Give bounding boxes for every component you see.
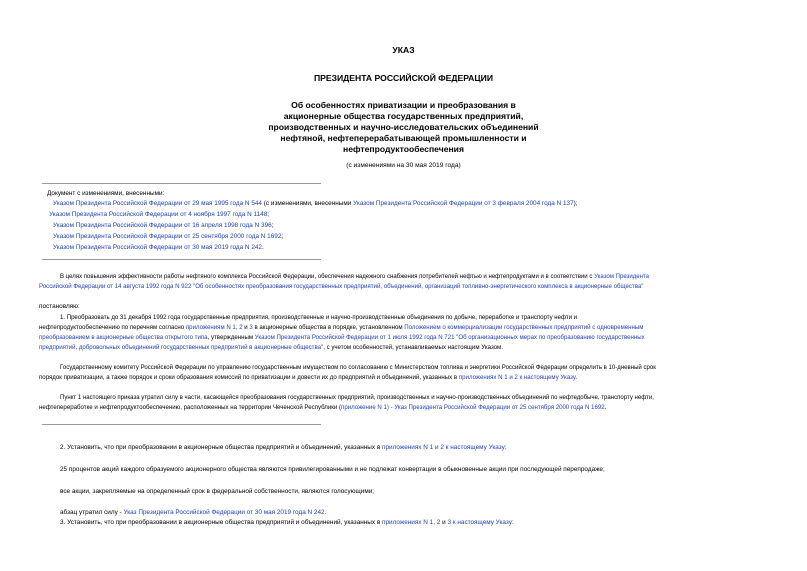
amendment-text: ; xyxy=(267,211,270,218)
decree-721-link[interactable]: Указом Президента Российской Федерации от 1 июля 1992 года N 721 "Об организационных мерах по преобразованию государственных xyxy=(254,334,645,341)
subject-line-1: Об особенностях приватизации и преобразования в xyxy=(291,100,516,110)
p2-text: : xyxy=(504,444,507,451)
committee-text: порядок приватизации, а также порядок и сроки образования комиссий по приватизации и довести их до предприятий и объединений, указанных в xyxy=(39,374,459,381)
amendment-item-1 xyxy=(53,200,578,208)
amendment-link-1[interactable]: Указом Президента Российской Федерации от 29 мая 1995 года N 544 xyxy=(53,200,262,207)
decree-721-link-cont[interactable]: предприятий, добровольных объединений государственных предприятий в акционерные общества" xyxy=(39,344,324,351)
p1-text: и xyxy=(242,324,250,331)
p2-void-text: . xyxy=(324,509,327,516)
amendment-text: ; xyxy=(271,222,274,229)
regulation-link-cont[interactable]: преобразованием в акционерные общества открытого типа xyxy=(39,334,208,341)
p3-text: и xyxy=(440,519,448,526)
preamble-link[interactable]: Указом Президента xyxy=(594,274,649,280)
divider-bottom xyxy=(42,259,321,260)
amendment-link-2[interactable]: Указом Президента Российской Федерации от 4 ноября 1997 года N 1148 xyxy=(49,211,268,218)
p1-text: , утвержденным xyxy=(207,334,255,341)
subject-line-3: производственных и научно-исследовательских объединений xyxy=(268,122,539,132)
p3-line xyxy=(60,519,514,527)
p1-line-4 xyxy=(39,344,503,352)
decree-242-link[interactable]: Указ Президента Российской Федерации от 30 мая 2019 года N 242 xyxy=(123,509,325,516)
decree-1692-link[interactable]: приложение N 1) - Указ Президента Российской Федерации от 25 сентября 2000 года N 1692 xyxy=(341,404,605,411)
preamble-text: В целях повышения эффективности работы нефтяного комплекса Российской Федерации, обеспечения надежного снабжения потребителей нефтью и нефтепродуктами и в соответствии с xyxy=(60,274,595,280)
void-text: . xyxy=(604,404,607,411)
amendment-link-5[interactable]: Указом Президента Российской Федерации от 30 мая 2019 года N 242 xyxy=(53,244,262,251)
subject-line-2: акционерные общества государственных предприятий, xyxy=(283,111,524,121)
void-note-line-1: Пункт 1 настоящего приказа утратил силу в части, касающейся преобразования государственных предприятий, производственных и научно-производственных объединений по нефтедобыче, транспорту нефти, xyxy=(60,395,654,401)
amendment-item-2 xyxy=(49,211,269,219)
amendment-text: . xyxy=(262,244,264,251)
annex-1-2-ref-link[interactable]: приложениях N 1 и 2 к настоящему Указу xyxy=(458,374,576,381)
p2-shares: 25 процентов акций каждого образуемого акционерного общества являются привилегированными и не подлежат конвертации в обыкновенные акции при последующей перепродаже; xyxy=(60,466,605,473)
amendment-text: ); xyxy=(573,200,578,207)
amendment-link-3[interactable]: Указом Президента Российской Федерации от 16 апреля 1998 года N 396 xyxy=(53,222,272,229)
amendment-note: (с изменениями на 30 мая 2019 года) xyxy=(346,162,461,169)
divider-top xyxy=(42,183,321,184)
p2-void-line xyxy=(60,509,326,517)
amendment-item-3 xyxy=(53,222,273,230)
amendment-link-4[interactable]: Указом Президента Российской Федерации от 25 сентября 2000 года N 1692 xyxy=(53,233,282,240)
amendment-link-1b[interactable]: Указом Президента Российской Федерации от 3 февраля 2004 года N 137 xyxy=(353,200,574,207)
issuer-heading: ПРЕЗИДЕНТА РОССИЙСКОЙ ФЕДЕРАЦИИ xyxy=(313,73,494,83)
p1-text: , с учетом особенностей, устанавливаемых настоящим Указом. xyxy=(323,344,503,351)
doc-type-heading: УКАЗ xyxy=(392,45,415,55)
preamble-line-1 xyxy=(60,273,649,281)
committee-text: . xyxy=(575,374,578,381)
p1-line-1: 1. Преобразовать до 31 декабря 1992 года государственные предприятия, производственные и научно-производственные объединения по добыче, переработке и транспорту нефти и xyxy=(60,315,578,321)
regulation-link[interactable]: Положением о коммерциализации государственных предприятий с одновременным xyxy=(404,324,644,331)
annex-1-2-link[interactable]: приложениям N 1, 2 xyxy=(185,324,243,331)
amendment-text: (с изменениями, внесенными xyxy=(262,200,354,207)
p3-annex-link[interactable]: приложениях N 1, 2 xyxy=(382,519,441,526)
p1-line-2 xyxy=(39,324,643,332)
void-text: нефтепереработке и нефтепродуктообеспечению, расположенных на территории Чеченской Республики ( xyxy=(39,404,342,411)
amendment-item-5 xyxy=(53,244,264,252)
subject-line-4: нефтяной, нефтеперерабатывающей промышленности и xyxy=(280,133,527,143)
amendments-heading: Документ с изменениями, внесенными: xyxy=(47,190,165,197)
p2-voting: все акции, закрепляемые на определенный срок в федеральной собственности, являются голосующими; xyxy=(60,488,375,495)
subject-line-5: нефтепродуктообеспечения xyxy=(343,144,464,154)
preamble-line-2 xyxy=(39,283,643,291)
postanovlyayu: постановляю: xyxy=(39,303,80,310)
p1-line-3 xyxy=(39,334,645,342)
preamble-link-cont[interactable]: Российской Федерации от 14 августа 1992 года N 922 "Об особенностях преобразования государственных предприятий, объединений, организаций топливно-энергетического комплекса в акционерные общества" xyxy=(39,283,644,290)
p3-text: : xyxy=(511,519,514,526)
p2-annex-link[interactable]: приложениях N 1 и 2 к настоящему Указу xyxy=(382,444,505,451)
p3-annex-3-link[interactable]: 3 к настоящему Указу xyxy=(447,519,512,526)
amendment-text: ; xyxy=(281,233,284,240)
p1-text: нефтепродуктообеспечению по перечням согласно xyxy=(39,324,186,331)
annex-3-link[interactable]: 3 xyxy=(249,324,253,331)
committee-line-2 xyxy=(39,374,577,382)
amendment-item-4 xyxy=(53,233,283,241)
p2-text: 2. Установить, что при преобразовании в акционерные общества предприятий и объединений, указанных в xyxy=(60,444,383,451)
p2-void-text: абзац утратил силу - xyxy=(60,509,124,516)
p3-text: 3. Установить, что при преобразовании в акционерные общества предприятий и объединений, указанных в xyxy=(60,519,383,526)
committee-line-1: Государственному комитету Российской Федерации по управлению государственным имуществом по согласованию с Министерством топлива и энергетики Российской Федерации определить в 10-дневный срок xyxy=(60,365,656,371)
divider-mid xyxy=(42,424,321,425)
p2-line xyxy=(60,444,507,452)
void-note-line-2 xyxy=(39,404,606,412)
p1-text: в акционерные общества в порядке, установленном xyxy=(252,324,405,331)
